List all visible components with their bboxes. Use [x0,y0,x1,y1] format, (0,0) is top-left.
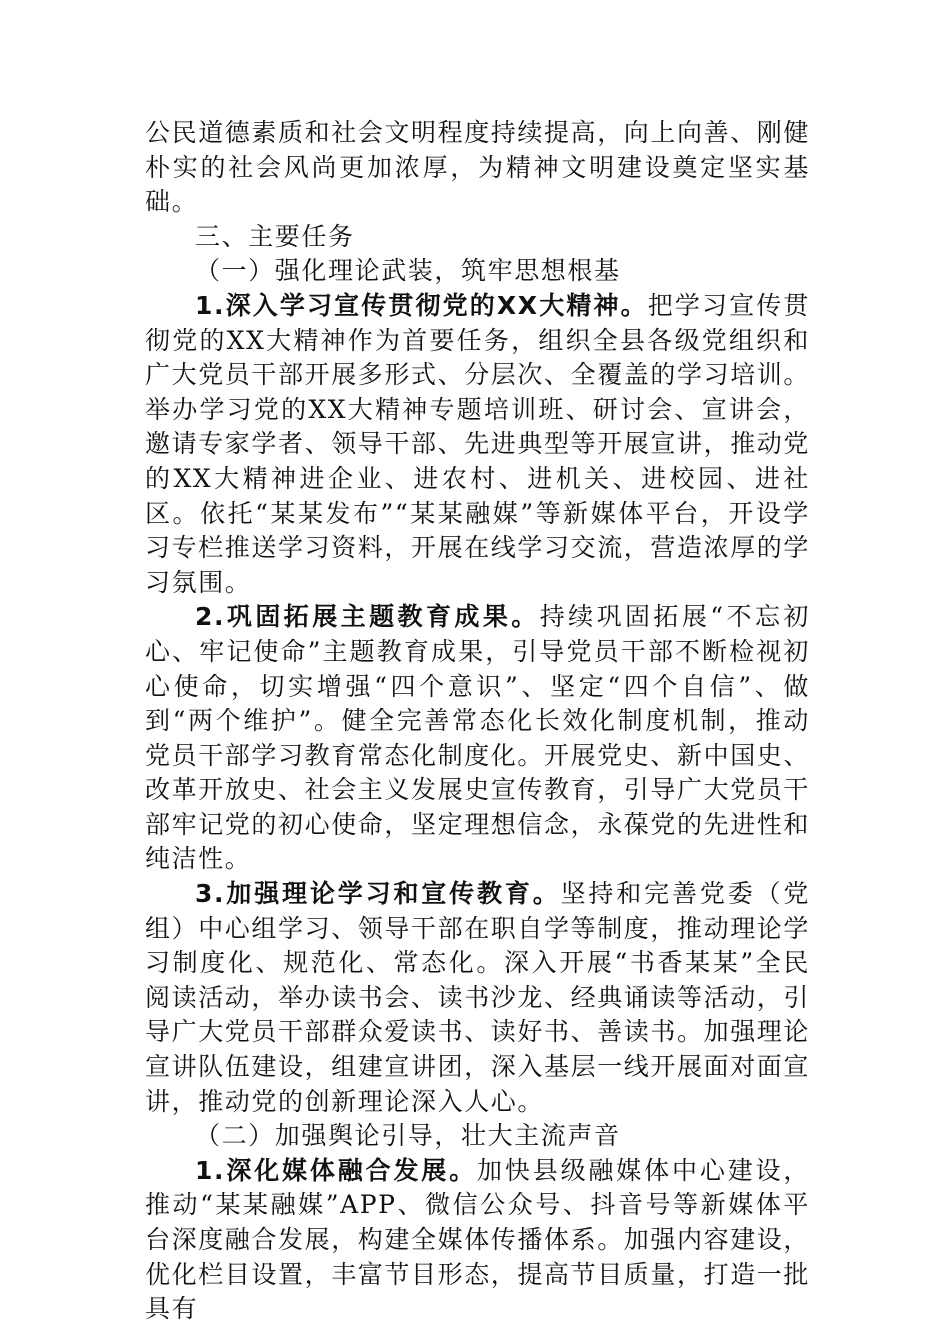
subsection-2-title: （二）加强舆论引导，壮大主流声音 [195,1121,621,1151]
paragraph-lead: 1.深化媒体融合发展。 [195,1155,478,1185]
continuation-paragraph: 公民道德素质和社会文明程度持续提高，向上向善、刚健朴实的社会风尚更加浓厚，为精神文明建设奠定坚实基础。 [145,118,811,217]
paragraph-lead: 3.加强理论学习和宣传教育。 [195,879,561,909]
document-body [145,116,810,1327]
section-heading: 三、主要任务 [195,221,355,251]
paragraph-body: 持续巩固拓展“不忘初心、牢记使命”主题教育成果，引导党员干部不断检视初心使命，切实增强“四个意识”、坚定“四个自信”、做到“两个维护”。健全完善常态化长效化制度机制，推动党员干部学习教育常态化制度化。开展党史、新中国史、改革开放史、社会主义发展史宣传教育，引导广大党员干部牢记党的初心使命，坚定理想信念，永葆党的先进性和纯洁性。 [145,602,811,874]
paragraph-body: 坚持和完善党委（党组）中心组学习、领导干部在职自学等制度，推动理论学习制度化、规范化、常态化。深入开展“书香某某”全民阅读活动，举办读书会、读书沙龙、经典诵读等活动，引导广大党员干部群众爱读书、读好书、善读书。加强理论宣讲队伍建设，组建宣讲团，深入基层一线开展面对面宣讲，推动党的创新理论深入人心。 [145,879,811,1116]
subsection-1-title: （一）强化理论武装，筑牢思想根基 [195,256,621,286]
paragraph-lead: 2.巩固拓展主题教育成果。 [195,602,540,632]
paragraph-1-2 [145,600,810,877]
paragraph-body: 加快县级融媒体中心建设，推动“某某融媒”APP、微信公众号、抖音号等新媒体平台深度融合发展，构建全媒体传播体系。加强内容建设，优化栏目设置，丰富节目形态，提高节目质量，打造一批具有 [145,1155,811,1324]
paragraph-lead: 1.深入学习宣传贯彻党的XX大精神。 [195,290,648,320]
paragraph-2-1 [145,1154,810,1327]
paragraph-1-1 [145,289,810,600]
paragraph-body: 把学习宣传贯彻党的XX大精神作为首要任务，组织全县各级党组织和广大党员干部开展多形式、分层次、全覆盖的学习培训。举办学习党的XX大精神专题培训班、研讨会、宣讲会，邀请专家学者、领导干部、先进典型等开展宣讲，推动党的XX大精神进企业、进农村、进机关、进校园、进社区。依托“某某发布”“某某融媒”等新媒体平台，开设学习专栏推送学习资料，开展在线学习交流，营造浓厚的学习氛围。 [145,290,811,597]
paragraph-1-3 [145,877,810,1119]
